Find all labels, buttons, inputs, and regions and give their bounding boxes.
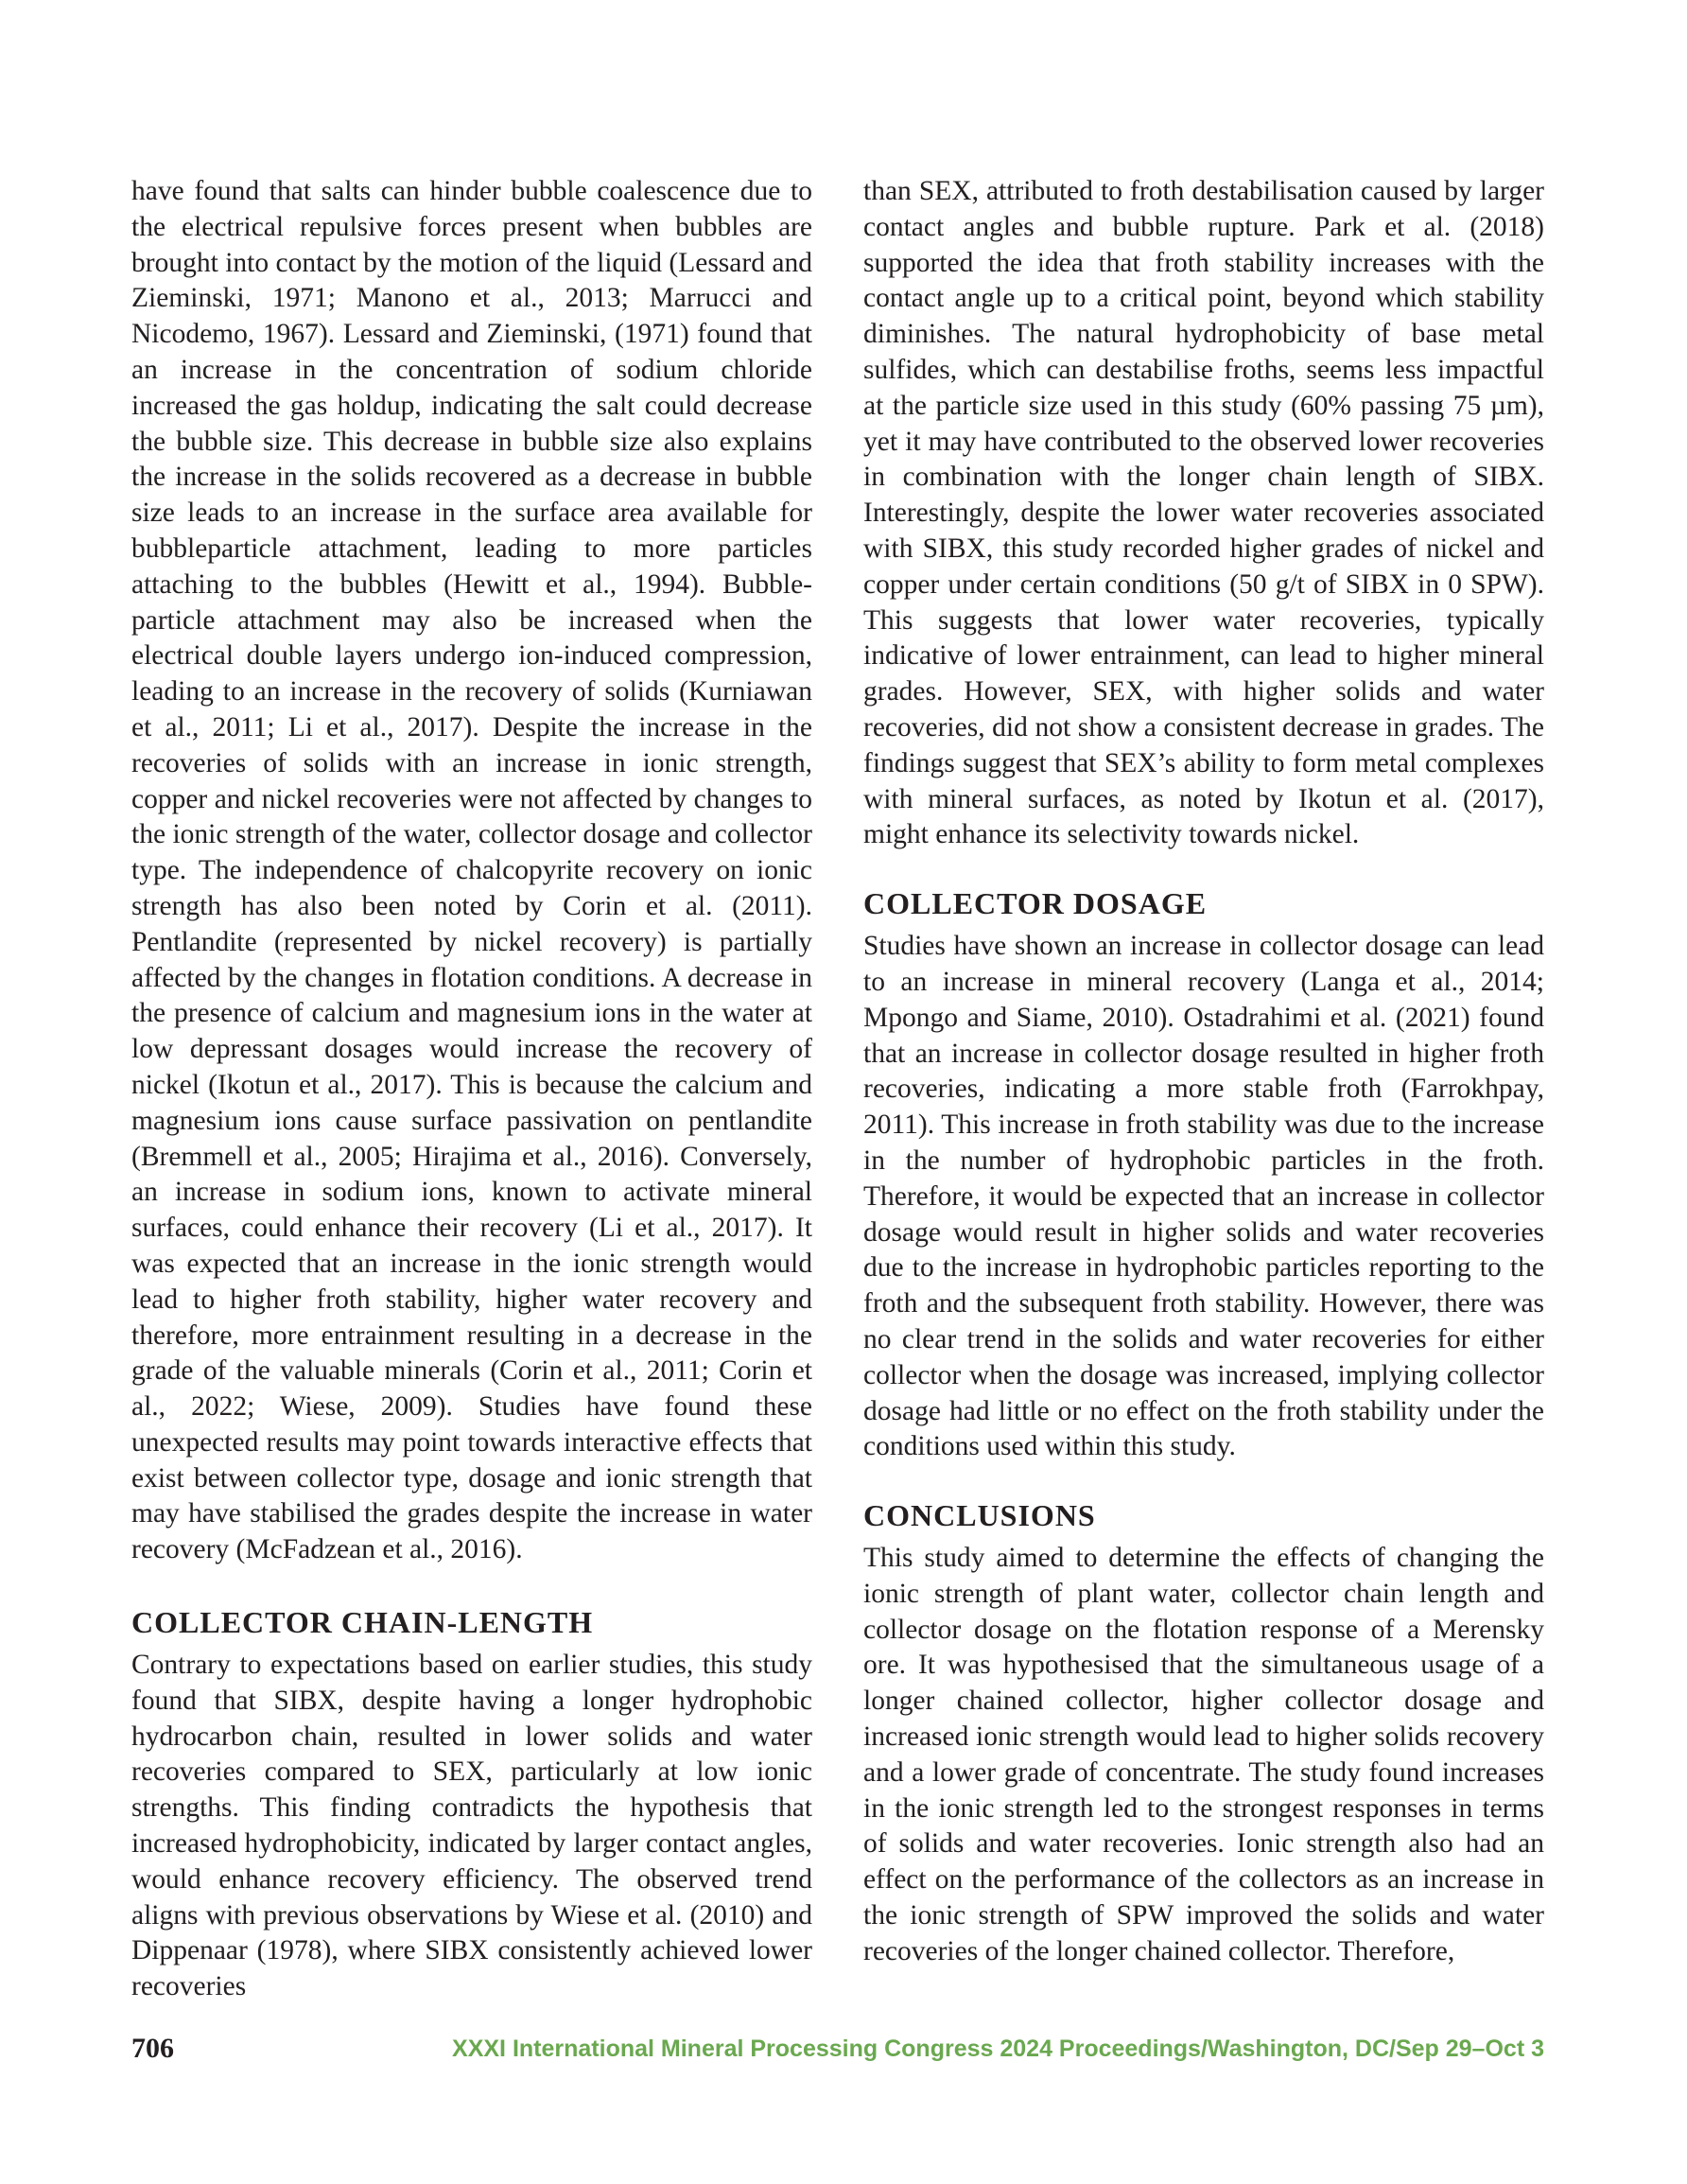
body-paragraph: This study aimed to determine the effects of changing the ionic strength of plant water, collector chain length and collector dosage on the flotation response of a Merensky ore. It was hypothesised that the simultaneous usage of a longer chained collector, higher collector dosage and increased ionic strength would lead to higher solids recovery and a lower grade of concentrate. The study found increases in the ionic strength led to the strongest responses in terms of solids and water recoveries. Ionic strength also had an effect on the performance of the collectors as an increase in the ionic strength of SPW improved the solids and water recoveries of the longer chained collector. Therefore, <box>863 1543 1544 1966</box>
section-heading-conclusions: CONCLUSIONS <box>863 1498 1096 1533</box>
body-paragraph: than SEX, attributed to froth destabilisation caused by larger contact angles and bubble rupture. Park et al. (2018) supported the idea that froth stability increases with the contact angle up to a critical point, beyond which stability diminishes. The natural hydrophobicity of base metal sulfides, which can destabilise froths, seems less impactful at the particle size used in this study (60% passing 75 µm), yet it may have contributed to the observed lower recoveries in combination with the longer chain length of SIBX. Interestingly, despite the lower water recoveries associated with SIBX, this study recorded higher grades of nickel and copper under certain conditions (50 g/t of SIBX in 0 SPW). This suggests that lower water recoveries, typically indicative of lower entrainment, can lead to higher mineral grades. However, SEX, with higher solids and water recoveries, did not show a consistent decrease in grades. The findings suggest that SEX’s ability to form metal complexes with mineral surfaces, as noted by Ikotun et al. (2017), might enhance its selectivity towards nickel. <box>863 176 1544 850</box>
right-column <box>863 174 1544 1970</box>
body-paragraph: have found that salts can hinder bubble coalescence due to the electrical repulsive forces present when bubbles are brought into contact by the motion of the liquid (Lessard and Zieminski, 1971; Manono et al., 2013; Marrucci and Nicodemo, 1967). Lessard and Zieminski, (1971) found that an increase in the concentration of sodium chloride increased the gas holdup, indicating the salt could decrease the bubble size. This decrease in bubble size also explains the increase in the solids recovered as a decrease in bubble size leads to an increase in the surface area available for bubbleparticle attachment, leading to more particles attaching to the bubbles (Hewitt et al., 1994). Bubble-particle attachment may also be increased when the electrical double layers undergo ion-induced compression, leading to an increase in the recovery of solids (Kurniawan et al., 2011; Li et al., 2017). Despite the increase in the recoveries of solids with an increase in ionic strength, copper and nickel recoveries were not affected by changes to the ionic strength of the water, collector dosage and collector type. The independence of chalcopyrite recovery on ionic strength has also been noted by Corin et al. (2011). Pentlandite (represented by nickel recovery) is partially affected by the changes in flotation conditions. A decrease in the presence of calcium and magnesium ions in the water at low depressant dosages would increase the recovery of nickel (Ikotun et al., 2017). This is because the calcium and magnesium ions cause surface passivation on pentlandite (Bremmell et al., 2005; Hirajima et al., 2016). Conversely, an increase in sodium ions, known to activate mineral surfaces, could enhance their recovery (Li et al., 2017). It was expected that an increase in the ionic strength would lead to higher froth stability, higher water recovery and therefore, more entrainment resulting in a decrease in the grade of the valuable minerals (Corin et al., 2011; Corin et al., 2022; Wiese, 2009). Studies have found these unexpected results may point towards interactive effects that exist between collector type, dosage and ionic strength that may have stabilised the grades despite the increase in water recovery (McFadzean et al., 2016). <box>131 176 812 1565</box>
page-number: 706 <box>131 2033 174 2064</box>
section-heading-collector-dosage: COLLECTOR DOSAGE <box>863 886 1208 921</box>
body-paragraph: Contrary to expectations based on earlier studies, this study found that SIBX, despite having a longer hydrophobic hydrocarbon chain, resulted in lower solids and water recoveries compared to SEX, particularly at low ionic strengths. This finding contradicts the hypothesis that increased hydrophobicity, indicated by larger contact angles, would enhance recovery efficiency. The observed trend aligns with previous observations by Wiese et al. (2010) and Dippenaar (1978), where SIBX consistently achieved lower recoveries <box>131 1650 812 2002</box>
section-heading-collector-chain-length: COLLECTOR CHAIN-LENGTH <box>131 1605 594 1640</box>
running-footer-title: XXXI International Mineral Processing Congress 2024 Proceedings/Washington, DC/Sep 29–Oct 3 <box>452 2035 1544 2062</box>
page-footer <box>131 2030 1544 2068</box>
body-paragraph: Studies have shown an increase in collector dosage can lead to an increase in mineral recovery (Langa et al., 2014; Mpongo and Siame, 2010). Ostadrahimi et al. (2021) found that an increase in collector dosage resulted in higher froth recoveries, indicating a more stable froth (Farrokhpay, 2011). This increase in froth stability was due to the increase in the number of hydrophobic particles in the froth. Therefore, it would be expected that an increase in collector dosage would result in higher solids and water recoveries due to the increase in hydrophobic particles reporting to the froth and the subsequent froth stability. However, there was no clear trend in the solids and water recoveries for either collector when the dosage was increased, implying collector dosage had little or no effect on the froth stability under the conditions used within this study. <box>863 931 1544 1462</box>
left-column <box>131 174 812 2005</box>
